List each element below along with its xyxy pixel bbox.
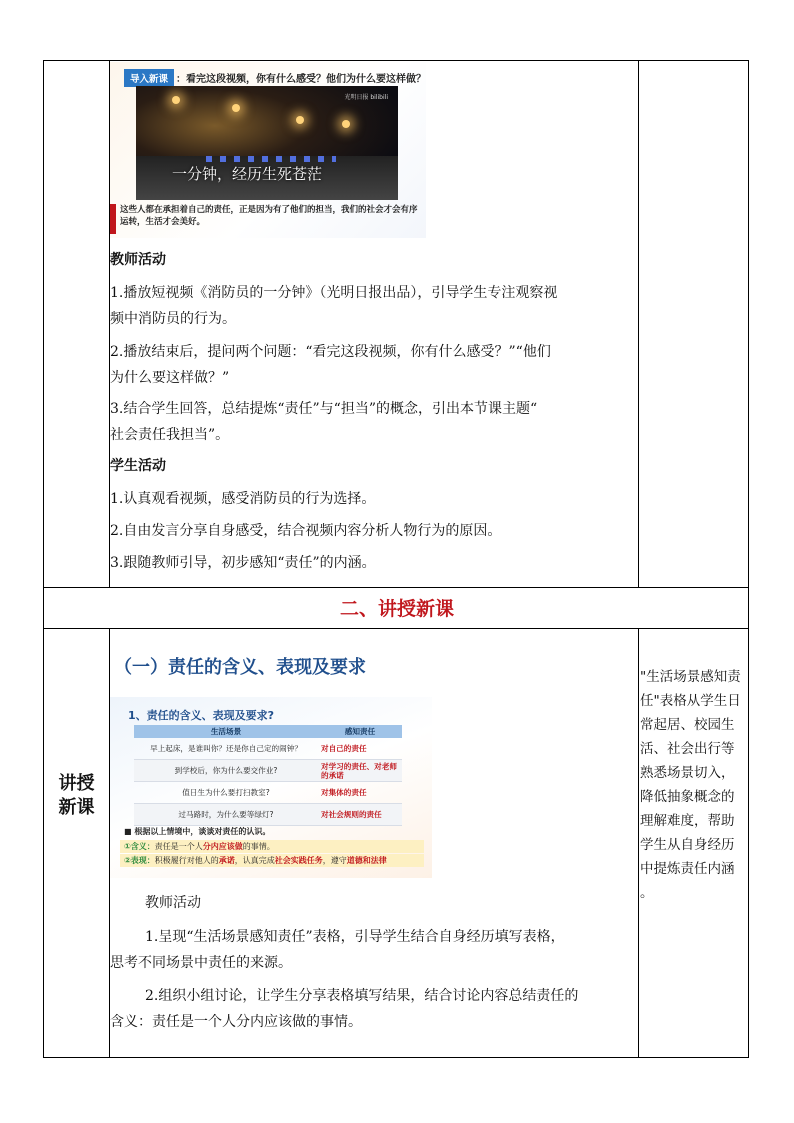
subsection-title: （一）责任的含义、表现及要求 [114, 657, 366, 678]
slide-note: ■ 根据以上情境中，谈谈对责任的认识。 [124, 827, 271, 836]
scene-responsibility-table [134, 725, 402, 826]
section-heading: 二、讲授新课 [339, 598, 454, 620]
scene-cell: 早上起床，是谁叫你？还是你自己定的闹钟？ [134, 738, 318, 760]
design-note-line: 常起居、校园生 [640, 717, 735, 733]
street-light [296, 116, 304, 124]
side-heading: 讲授 [58, 773, 95, 794]
table-border-bottom [43, 1057, 749, 1058]
teacher-activity-line: 2.播放结束后，提问两个问题：“看完这段视频，你有什么感受？”“他们 [110, 344, 551, 360]
row-divider-2 [43, 628, 749, 629]
design-note-line: 。 [640, 885, 654, 901]
street-light [232, 104, 240, 112]
table-row [134, 804, 402, 826]
row-divider-1 [43, 587, 749, 588]
teacher-activity-line: 2.组织小组讨论，让学生分享表格填写结果，结合讨论内容总结责任的 [145, 988, 579, 1004]
student-activity-line: 2.自由发言分享自身感受，结合视频内容分析人物行为的原因。 [110, 523, 502, 539]
responsibility-cell: 对学习的责任、对老师的承诺 [318, 760, 402, 782]
design-note-line: 中提炼责任内涵 [640, 861, 735, 877]
meaning-line: ①含义：责任是一个人分内应该做的事情。 [124, 842, 275, 851]
teacher-activity-line: 3.结合学生回答，总结提炼“责任”与“担当”的概念，引出本节课主题“ [110, 401, 538, 417]
teacher-activity-line: 1.播放短视频《消防员的一分钟》（光明日报出品），引导学生专注观察视 [110, 285, 558, 301]
design-note-line: 降低抽象概念的 [640, 789, 735, 805]
table-border-left [43, 60, 44, 1058]
scene-cell: 值日生为什么要打扫教室? [134, 782, 318, 804]
intro-slide-image [110, 62, 426, 238]
table-header: 生活场景 [134, 725, 318, 738]
teacher-activity-line: 1.呈现“生活场景感知责任”表格，引导学生结合自身经历填写表格， [145, 929, 565, 945]
table-row [134, 738, 402, 760]
responsibility-cell: 对集体的责任 [318, 782, 402, 804]
teacher-activity-line: 频中消防员的行为。 [110, 311, 236, 327]
scene-cell: 过马路时，为什么要等绿灯? [134, 804, 318, 826]
video-logo: 光明日报 bilibili [344, 94, 388, 101]
teacher-activity-heading: 教师活动 [110, 252, 166, 268]
responsibility-cell: 对社会规则的责任 [318, 804, 402, 826]
emergency-lights [206, 156, 336, 162]
teacher-activity-line: 思考不同场景中责任的来源。 [110, 955, 292, 971]
street-light [342, 120, 350, 128]
video-caption: 一分钟，经历生死苍茫 [172, 165, 323, 183]
student-activity-line: 1.认真观看视频，感受消防员的行为选择。 [110, 491, 376, 507]
performance-line: ②表现：积极履行对他人的承诺，认真完成社会实践任务，遵守道德和法律 [124, 856, 387, 865]
teacher-activity-line: 为什么要这样做？” [110, 370, 230, 386]
design-note-line: 任"表格从学生日 [640, 693, 741, 709]
column-divider-2-top [638, 60, 639, 587]
video-frame [136, 86, 398, 200]
street-light [172, 96, 180, 104]
slide-decoration [110, 204, 116, 234]
slide-title: 1、责任的含义、表现及要求? [128, 709, 275, 722]
intro-question: ：看完这段视频，你有什么感受？他们为什么要这样做？ [176, 74, 426, 85]
scene-cell: 到学校后，你为什么要交作业? [134, 760, 318, 782]
table-row [134, 760, 402, 782]
design-note-line: 熟悉场景切入， [640, 765, 735, 781]
table-border-right [748, 60, 749, 1058]
teacher-activity-line: 社会责任我担当”。 [110, 427, 230, 443]
design-note-line: "生活场景感知责 [640, 669, 741, 685]
table-border-top [43, 60, 749, 61]
table-header: 感知责任 [318, 725, 402, 738]
side-heading: 新课 [58, 797, 95, 818]
intro-tag: 导入新课 [124, 69, 174, 87]
table-row [134, 782, 402, 804]
student-activity-heading: 学生活动 [110, 458, 166, 474]
teacher-activity-heading: 教师活动 [145, 895, 201, 911]
teacher-activity-line: 含义：责任是一个人分内应该做的事情。 [110, 1014, 362, 1030]
intro-summary: 这些人都在承担着自己的责任，正是因为有了他们的担当，我们的社会才会有序运转，生活才会美好。 [120, 205, 418, 227]
student-activity-line: 3.跟随教师引导，初步感知“责任”的内涵。 [110, 555, 376, 571]
responsibility-cell: 对自己的责任 [318, 738, 402, 760]
design-note-line: 理解难度，帮助 [640, 813, 735, 829]
design-note-line: 学生从自身经历 [640, 837, 735, 853]
column-divider-2-bottom [638, 628, 639, 1058]
design-note-line: 活、社会出行等 [640, 741, 735, 757]
responsibility-slide-image [110, 697, 432, 878]
